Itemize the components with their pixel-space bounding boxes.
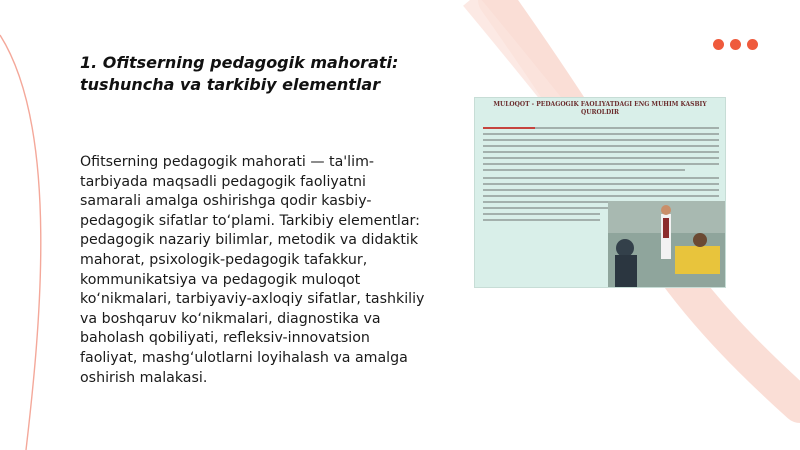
dot [713, 39, 724, 50]
dot [747, 39, 758, 50]
slide-picture [475, 98, 725, 287]
dot [730, 39, 741, 50]
picture-text-lines [475, 98, 725, 287]
slide-body-text: Ofitserning pedagogik mahorati — ta'lim-tarbiyada maqsadli pedagogik faoliyatni samarali amalga oshirishga qodir kasbiy-pedagogik sifatlar to‘plami. Tarkibiy elementlar: pedagogik nazariy bilimlar, metodik va didaktik mahorat, psixologik-pedagogik tafakkur, kommunikatsiya va pedagogik muloqot ko‘nikmalari, tarbiyaviy-axloqiy sifatlar, tashkiliy va boshqaruv ko‘nikmalari, diagnostika va baholash qobiliyati, refleksiv-innovatsion faoliyat, mashg‘ulotlarni loyihalash va amalga oshirish malakasi. [80, 154, 425, 386]
slide-title: 1. Ofitserning pedagogik mahorati: tushuncha va tarkibiy elementlar [80, 53, 399, 94]
picture-header: MULOQOT - PEDAGOGIK FAOLIYATDAGI ENG MUHIM KASBIY QUROLDIR [493, 101, 707, 116]
more-dots-icon [713, 39, 758, 50]
